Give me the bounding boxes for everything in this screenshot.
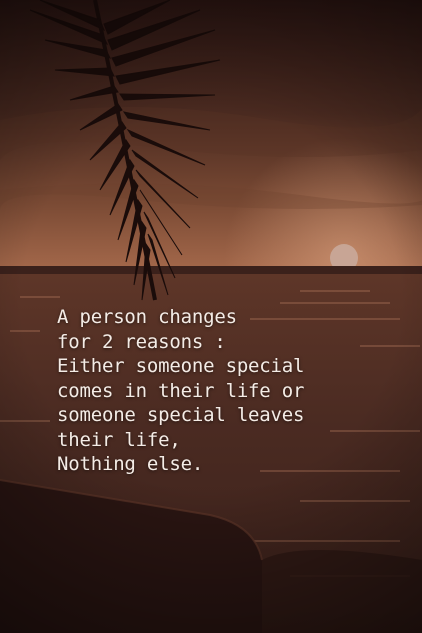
quote-line: A person changes <box>57 306 237 328</box>
quote-line: someone special leaves <box>57 404 305 426</box>
quote-line: Nothing else. <box>57 453 204 475</box>
quote-text <box>57 305 407 477</box>
quote-line: comes in their life or <box>57 379 305 402</box>
quote-line: their life, <box>57 428 181 451</box>
quote-line: Either someone special <box>57 355 305 377</box>
quote-line: for 2 reasons : <box>57 330 226 353</box>
